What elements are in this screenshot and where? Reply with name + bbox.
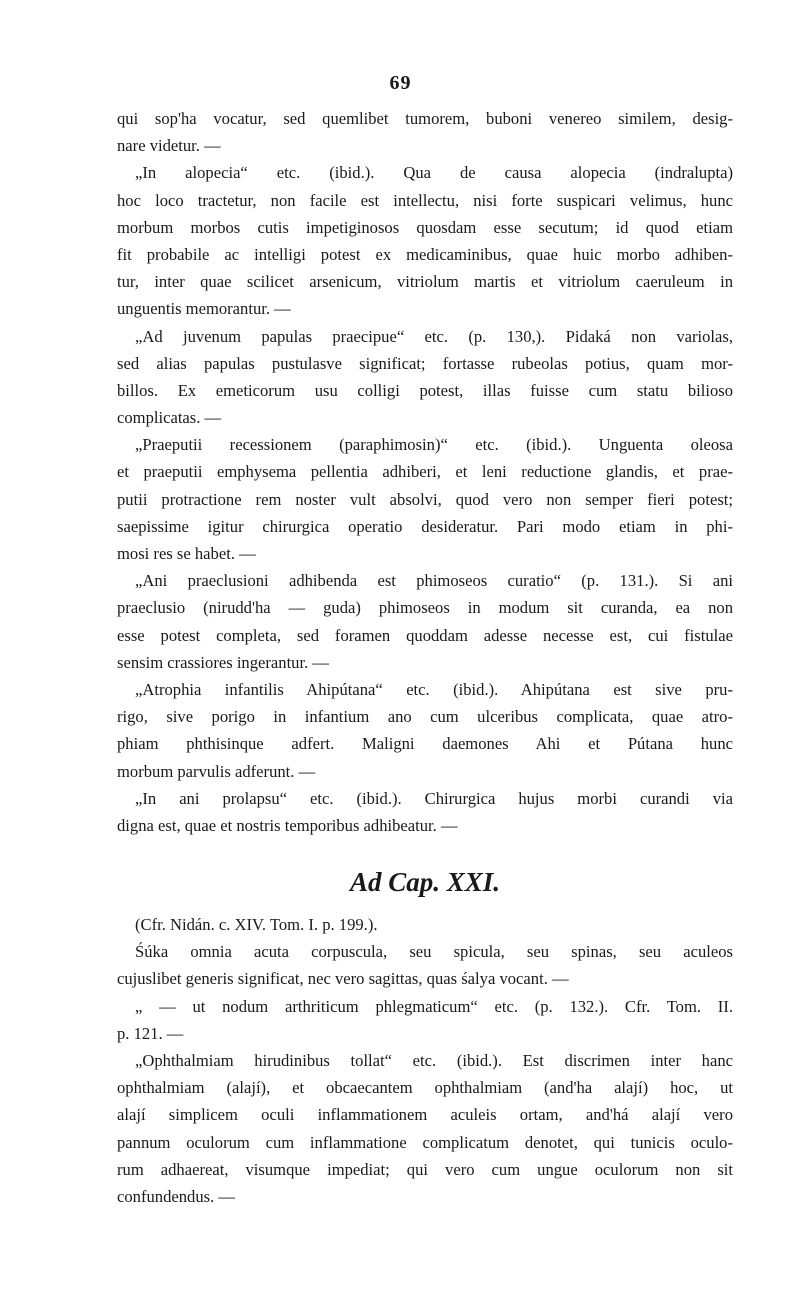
text-line: esse potest completa, sed foramen quoddam adesse necesse est, cui fistulae	[117, 625, 733, 645]
text-line: putii protractione rem noster vult absolvi, quod vero non semper fieri potest;	[117, 489, 733, 509]
text-line: p. 121. —	[117, 1023, 184, 1043]
page-number: 69	[389, 72, 412, 94]
text-line: ophthalmiam (alají), et obcaecantem ophthalmiam (and'ha alají) hoc, ut	[117, 1078, 733, 1098]
text-line: praeclusio (nirudd'ha — guda) phimoseos in modum sit curanda, ea non	[117, 598, 733, 618]
text-line: cujuslibet generis significat, nec vero sagittas, quas śalya vocant. —	[117, 969, 569, 989]
text-line: „Atrophia infantilis Ahipútana“ etc. (ibid.). Ahipútana est sive pru-	[135, 679, 733, 699]
section-heading: Ad Cap. XXI.	[349, 867, 501, 898]
text-line: „Ophthalmiam hirudinibus tollat“ etc. (ibid.). Est discrimen inter hanc	[135, 1051, 733, 1070]
text-line: „Ad juvenum papulas praecipue“ etc. (p. 130,). Pidaká non variolas,	[135, 326, 733, 346]
text-line: alají simplicem oculi inflammationem aculeis ortam, and'há alají vero	[117, 1105, 733, 1125]
text-line: (Cfr. Nidán. c. XIV. Tom. I. p. 199.).	[135, 915, 378, 935]
text-line: confundendus. —	[117, 1186, 235, 1206]
text-line: morbum morbos cutis impetiginosos quosdam esse secutum; id quod etiam	[117, 217, 733, 237]
text-line: sed alias papulas pustulasve significat; fortasse rubeolas potius, quam mor-	[117, 353, 733, 373]
text-line: hoc loco tractetur, non facile est intellectu, nisi forte suspicari velimus, hunc	[117, 190, 733, 210]
text-line: et praeputii emphysema pellentia adhiberi, et leni reductione glandis, et prae-	[117, 462, 733, 482]
text-line: saepissime igitur chirurgica operatio desideratur. Pari modo etiam in phi-	[117, 516, 733, 536]
text-line: rum adhaereat, visumque impediat; qui vero cum ungue oculorum non sit	[117, 1159, 733, 1179]
text-line: „ — ut nodum arthriticum phlegmaticum“ etc. (p. 132.). Cfr. Tom. II.	[135, 996, 733, 1016]
text-line: complicatas. —	[117, 408, 222, 428]
text-line: „Praeputii recessionem (paraphimosin)“ etc. (ibid.). Unguenta oleosa	[135, 435, 733, 455]
text-line: billos. Ex emeticorum usu colligi potest, illas fuisse cum statu bilioso	[117, 380, 733, 400]
text-line: morbum parvulis adferunt. —	[117, 761, 316, 781]
body-text	[117, 105, 733, 1210]
text-line: Śúka omnia acuta corpuscula, seu spicula, seu spinas, seu aculeos	[135, 942, 733, 962]
text-line: pannum oculorum cum inflammatione complicatum denotet, qui tunicis oculo-	[117, 1132, 733, 1152]
text-block-commentary	[117, 105, 733, 839]
text-line: „In alopecia“ etc. (ibid.). Qua de causa alopecia (indralupta)	[135, 163, 733, 183]
text-line: phiam phthisinque adfert. Maligni daemones Ahi et Pútana hunc	[117, 734, 733, 754]
text-line: mosi res se habet. —	[117, 544, 256, 563]
text-line: „In ani prolapsu“ etc. (ibid.). Chirurgica hujus morbi curandi via	[135, 788, 733, 808]
text-line: qui sop'ha vocatur, sed quemlibet tumorem, buboni venereo similem, desig-	[117, 109, 733, 128]
text-line: „Ani praeclusioni adhibenda est phimoseos curatio“ (p. 131.). Si ani	[135, 571, 733, 591]
text-line: sensim crassiores ingerantur. —	[117, 652, 329, 672]
text-block-chapter-xxi	[117, 911, 733, 1210]
text-line: tur, inter quae scilicet arsenicum, vitriolum martis et vitriolum caeruleum in	[117, 272, 733, 292]
text-line: digna est, quae et nostris temporibus adhibeatur. —	[117, 815, 458, 835]
text-line: rigo, sive porigo in infantium ano cum ulceribus complicata, quae atro-	[117, 707, 733, 727]
text-line: unguentis memorantur. —	[117, 299, 291, 319]
text-line: fit probabile ac intelligi potest ex medicaminibus, quae huic morbo adhiben-	[117, 244, 733, 264]
text-line: nare videtur. —	[117, 136, 221, 156]
